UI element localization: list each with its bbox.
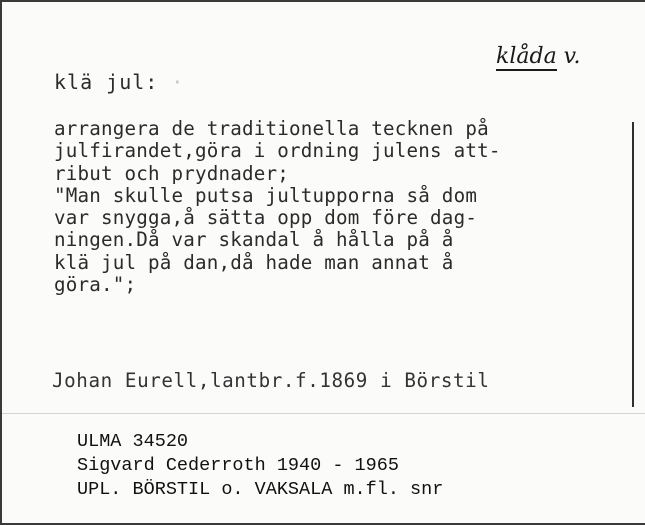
archive-collector: Sigvard Cederroth 1940 - 1965	[77, 455, 399, 476]
handwritten-note	[496, 44, 581, 71]
section-divider	[2, 413, 645, 414]
headword-marks: ·	[171, 70, 185, 94]
handwritten-word: klåda	[496, 44, 557, 69]
definition-line: ningen.Då var skandal å hålla på å	[54, 228, 454, 252]
definition-line: göra.";	[54, 273, 137, 297]
definition-line: arrangera de traditionella tecknen på	[54, 117, 489, 140]
source-informant: Johan Eurell,lantbr.f.1869 i Börstil	[52, 369, 490, 392]
definition-line: ribut och prydnader;	[54, 161, 290, 185]
headword	[54, 70, 184, 94]
definition-line: julfirandet,göra i ordning julens att-	[54, 139, 501, 163]
handwritten-suffix: v.	[556, 44, 581, 69]
archive-id: ULMA 34520	[77, 431, 189, 452]
definition-line: klä jul på dan,då hade man annat å	[54, 250, 454, 274]
archive-stamp	[77, 430, 443, 502]
definition-line: var snygga,å sätta opp dom före dag-	[54, 206, 478, 230]
definition-line: "Man skulle putsa jultupporna så dom	[54, 183, 478, 207]
headword-text: klä jul:	[54, 70, 159, 94]
definition-text	[54, 118, 624, 296]
card-edge-line	[632, 122, 634, 407]
archive-location: UPL. BÖRSTIL o. VAKSALA m.fl. snr	[77, 479, 444, 500]
